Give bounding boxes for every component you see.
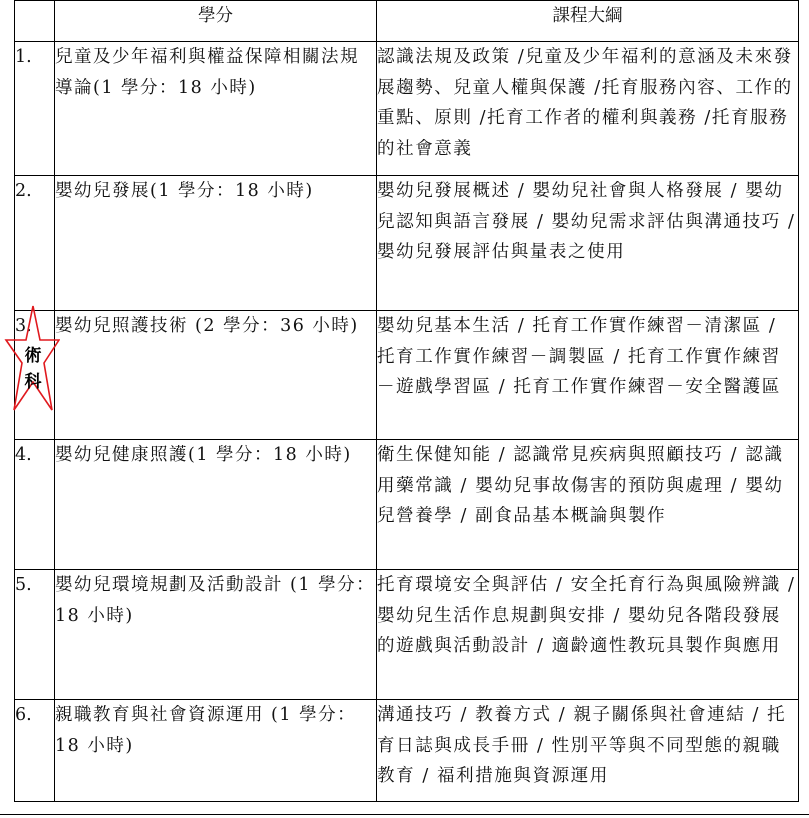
table-row xyxy=(15,311,799,440)
credit-cell: 嬰幼兒環境規劃及活動設計 (1 學分：18 小時) xyxy=(55,570,377,700)
table-row xyxy=(15,570,799,700)
header-number-cell xyxy=(15,1,55,42)
table-row xyxy=(15,700,799,802)
outline-cell: 嬰幼兒發展概述 / 嬰幼兒社會與人格發展 / 嬰幼兒認知與語言發展 / 嬰幼兒需求評估與溝通技巧 / 嬰幼兒發展評估與量表之使用 xyxy=(377,176,799,311)
outline-cell: 認識法規及政策 /兒童及少年福利的意涵及未來發展趨勢、兒童人權與保護 /托育服務內容、工作的重點、原則 /托育工作者的權利與義務 /托育服務的社會意義 xyxy=(377,42,799,176)
outline-cell: 嬰幼兒基本生活 / 托育工作實作練習－清潔區 / 托育工作實作練習－調製區 / 托育工作實作練習－遊戲學習區 / 托育工作實作練習－安全醫護區 xyxy=(377,311,799,440)
row-number: 2. xyxy=(15,176,55,311)
table-row xyxy=(15,42,799,176)
row-number: 4. xyxy=(15,440,55,570)
outline-cell: 托育環境安全與評估 / 安全托育行為與風險辨識 / 嬰幼兒生活作息規劃與安排 / 嬰幼兒各階段發展的遊戲與活動設計 / 適齡適性教玩具製作與應用 xyxy=(377,570,799,700)
row-number: 3. xyxy=(15,311,55,440)
header-outline: 課程大綱 xyxy=(377,1,799,42)
credit-cell: 嬰幼兒照護技術 (2 學分：36 小時) xyxy=(55,311,377,440)
row-number: 5. xyxy=(15,570,55,700)
stamp-char-2: 科 xyxy=(24,372,42,392)
table-row xyxy=(15,440,799,570)
header-credit: 學分 xyxy=(55,1,377,42)
row-number: 1. xyxy=(15,42,55,176)
table-row xyxy=(15,176,799,311)
credit-cell: 嬰幼兒健康照護(1 學分：18 小時) xyxy=(55,440,377,570)
stamp-char-1: 術 xyxy=(24,346,42,366)
table-header-row xyxy=(15,1,799,42)
credit-cell: 嬰幼兒發展(1 學分：18 小時) xyxy=(55,176,377,311)
course-table xyxy=(14,0,799,802)
credit-cell: 兒童及少年福利與權益保障相關法規導論(1 學分：18 小時) xyxy=(55,42,377,176)
row-number: 6. xyxy=(15,700,55,802)
page-bottom-rule xyxy=(0,814,809,815)
outline-cell: 溝通技巧 / 教養方式 / 親子關係與社會連結 / 托育日誌與成長手冊 / 性別平等與不同型態的親職教育 / 福利措施與資源運用 xyxy=(377,700,799,802)
outline-cell: 衛生保健知能 / 認識常見疾病與照顧技巧 / 認識用藥常識 / 嬰幼兒事故傷害的預防與處理 / 嬰幼兒營養學 / 副食品基本概論與製作 xyxy=(377,440,799,570)
credit-cell: 親職教育與社會資源運用 (1 學分：18 小時) xyxy=(55,700,377,802)
